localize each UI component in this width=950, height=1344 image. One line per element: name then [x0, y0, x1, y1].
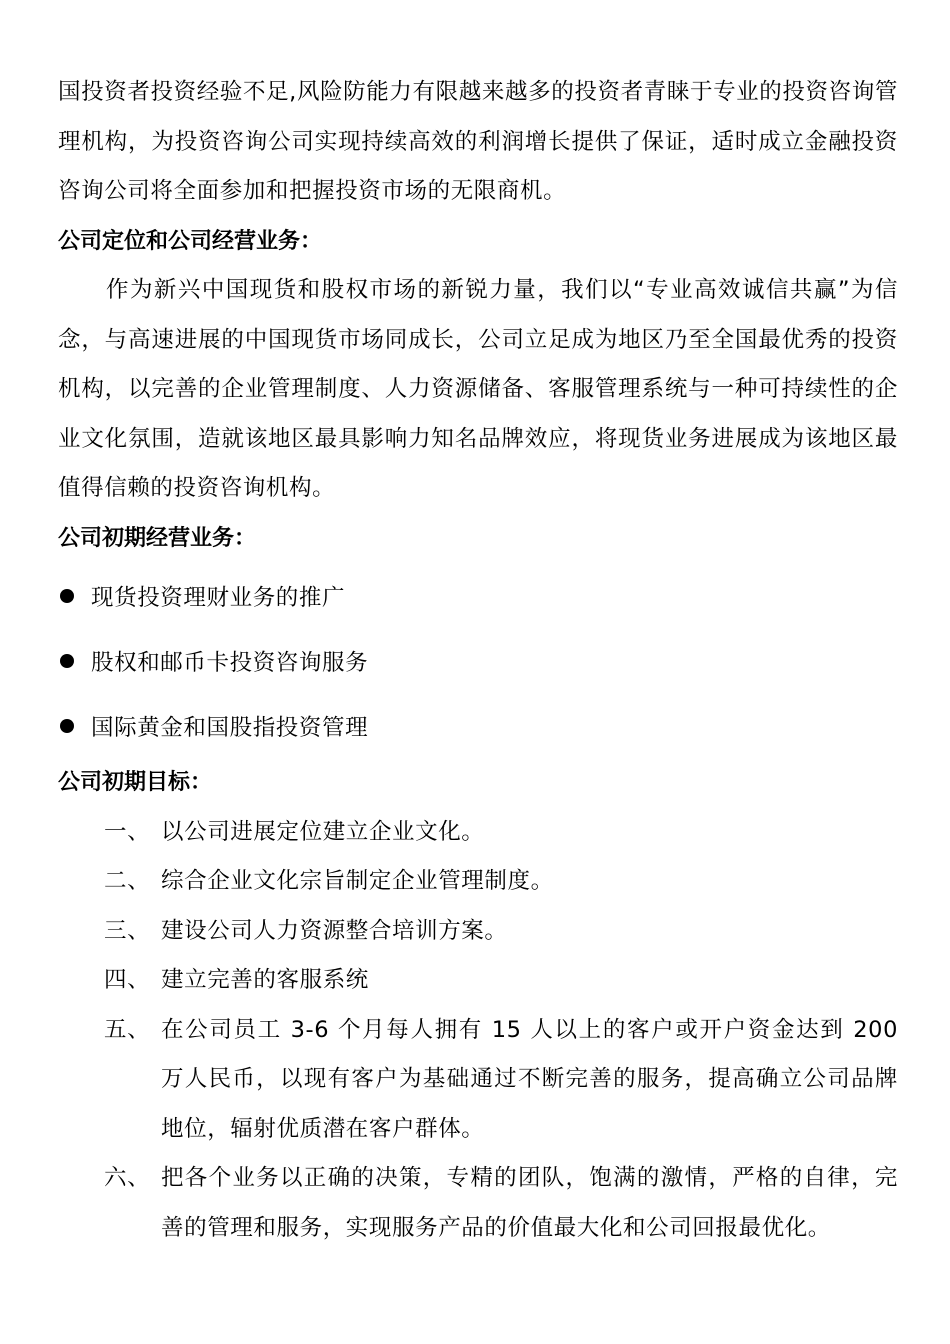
list-item — [58, 628, 898, 693]
goal-item — [58, 808, 898, 858]
goal-text: 建设公司人力资源整合培训方案。 — [161, 917, 508, 944]
goals-list — [58, 808, 898, 1254]
goal-number: 三、 — [104, 917, 151, 944]
goal-text: 综合企业文化宗旨制定企业管理制度。 — [161, 868, 554, 894]
goal-item — [58, 956, 898, 1006]
list-item — [58, 693, 898, 758]
document-page — [58, 68, 898, 1253]
goal-number: 五、 — [104, 1016, 151, 1043]
goal-number: 四、 — [104, 967, 151, 993]
bullet-icon — [60, 654, 74, 668]
bullet-icon — [60, 589, 74, 603]
intro-paragraph: 国投资者投资经验不足,风险防能力有限越来越多的投资者青睐于专业的投资咨询管理机构，为投资咨询公司实现持续高效的利润增长提供了保证，适时成立金融投资咨询公司将全面参加和把握投资市场的无限商机。 — [58, 79, 898, 204]
goal-item — [58, 907, 898, 957]
goal-text: 建立完善的客服系统 — [161, 967, 369, 993]
goal-text: 以公司进展定位建立企业文化。 — [161, 818, 485, 845]
goal-item — [58, 1154, 898, 1253]
business-heading: 公司初期经营业务： — [58, 525, 257, 551]
goal-number: 二、 — [104, 868, 151, 894]
positioning-heading: 公司定位和公司经营业务： — [58, 228, 323, 254]
list-item-text: 股权和邮币卡投资咨询服务 — [91, 649, 369, 676]
goal-number: 一、 — [104, 818, 151, 845]
goal-item — [58, 857, 898, 907]
goals-heading: 公司初期目标： — [58, 770, 213, 795]
list-item-text: 国际黄金和国股指投资管理 — [91, 714, 369, 741]
goal-item — [58, 1006, 898, 1155]
list-item — [58, 563, 898, 628]
positioning-paragraph: 作为新兴中国现货和股权市场的新锐力量，我们以“专业高效诚信共赢”为信念，与高速进展的中国现货市场同成长，公司立足成为地区乃至全国最优秀的投资机构，以完善的企业管理制度、人力资源储备、客服管理系统与一种可持续性的企业文化氛围，造就该地区最具影响力知名品牌效应，将现货业务进展成为该地区最值得信赖的投资咨询机构。 — [58, 277, 898, 501]
list-item-text: 现货投资理财业务的推广 — [91, 584, 346, 611]
business-list — [58, 563, 898, 758]
goal-text: 把各个业务以正确的决策，专精的团队，饱满的激情，严格的自律，完善的管理和服务，实现服务产品的价值最大化和公司回报最优化。 — [161, 1165, 898, 1241]
goal-text: 在公司员工 3-6 个月每人拥有 15 人以上的客户或开户资金达到 200 万人民币，以现有客户为基础通过不断完善的服务，提高确立公司品牌地位，辐射优质潜在客户群体。 — [161, 1016, 898, 1142]
bullet-icon — [60, 719, 74, 733]
goal-number: 六、 — [104, 1165, 151, 1191]
